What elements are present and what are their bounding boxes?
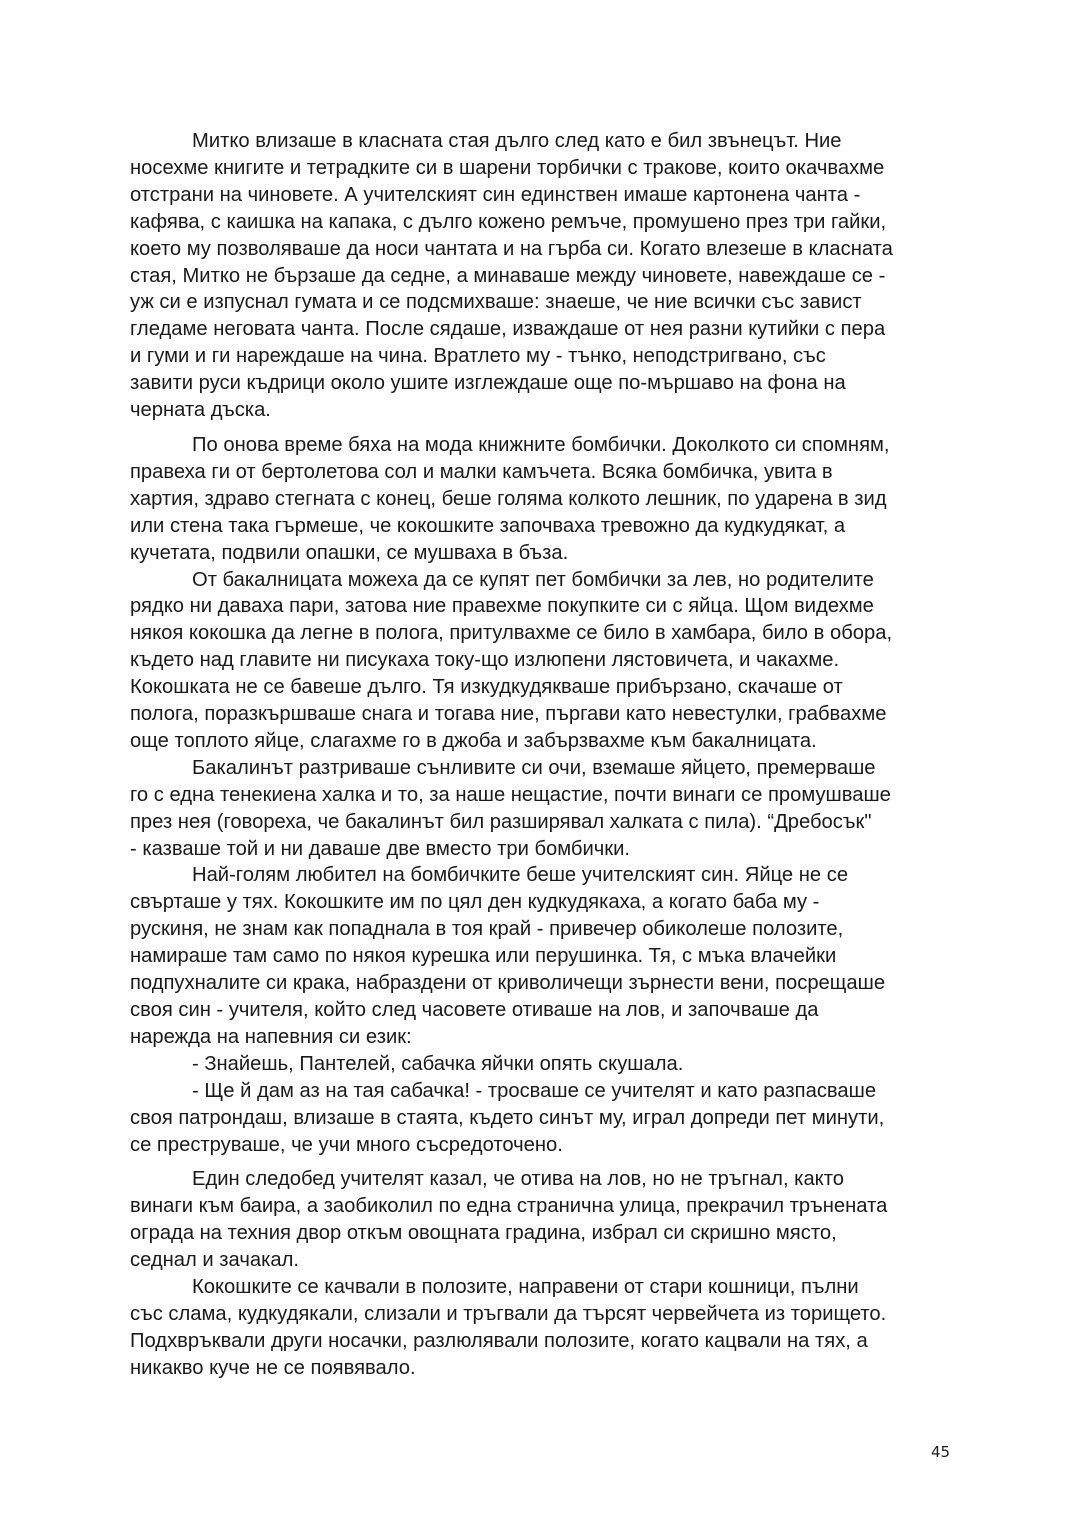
text-line: От бакалницата можеха да се купят пет бомбички за лев, но родителите	[192, 568, 874, 591]
paragraph-1	[130, 128, 960, 424]
text-line: свърташе у тях. Кокошките им по цял ден кудкудякаха, а когато баба му -	[130, 891, 820, 914]
paragraph-5	[130, 862, 960, 1050]
text-line: своя син - учителя, който след часовете отиваше на лов, и започваше да	[130, 999, 819, 1021]
paragraph-3	[130, 567, 960, 755]
text-line: - Ще й дам аз на тая сабачка! - тросваше се учителят и като разпасваше	[192, 1079, 877, 1102]
text-line: носехме книгите и тетрадките си в шарени торбички с тракове, които окачвахме	[130, 156, 885, 179]
text-line: което му позволяваше да носи чантата и на гърба си. Когато влезеше в класната	[130, 237, 893, 260]
paragraph-7	[130, 1078, 960, 1159]
text-line: По онова време бяха на мода книжните бомбички. Доколкото си спомням,	[192, 433, 890, 456]
text-line: Кокошката не се бавеше дълго. Тя изкудкудякваше прибързано, скачаше от	[130, 676, 843, 699]
text-line: го с една тенекиена халка и то, за наше нещастие, почти винаги се промушваше	[130, 783, 891, 806]
text-line: Бакалинът разтриваше сънливите си очи, вземаше яйцето, премерваше	[192, 756, 876, 779]
text-line: - Знайешь, Пантелей, сабачка яйчки опять скушала.	[192, 1052, 684, 1075]
text-line: през нея (говореха, че бакалинът бил разширявал халката с пила). “Дребосък"	[130, 810, 872, 833]
text-line: или стена така гърмеше, че кокошките започваха тревожно да кудкудякат, а	[130, 514, 846, 537]
text-line: кафява, с каишка на капака, с дълго кожено ремъче, промушено през три гайки,	[130, 210, 887, 233]
text-line: се преструваше, че учи много съсредоточено.	[130, 1133, 563, 1156]
paragraph-4	[130, 755, 960, 863]
paragraph-8	[130, 1166, 960, 1274]
text-line: Подхвръквали други носачки, разлюлявали полозите, когато кацвали на тях, а	[130, 1329, 868, 1352]
text-line: Кокошките се качвали в полозите, направени от стари кошници, пълни	[192, 1276, 859, 1299]
body-text	[130, 128, 960, 1382]
text-line: хартия, здраво стегната с конец, беше голяма колкото лешник, по ударена в зид	[130, 487, 887, 510]
text-line: черната дъска.	[130, 399, 271, 422]
text-line: където над главите ни писукаха току-що излюпени лястовичета, и чакахме.	[130, 649, 840, 672]
page-number: 45	[931, 1443, 951, 1461]
text-line: своя патрондаш, влизаше в стаята, където синът му, играл допреди пет минути,	[130, 1106, 885, 1129]
text-line: рядко ни даваха пари, затова ние правехме покупките си с яйца. Щом видехме	[130, 595, 874, 618]
text-line: рускиня, не знам как попаднала в тоя край - привечер обиколеше полозите,	[130, 918, 844, 941]
text-line: Най-голям любител на бомбичките беше учителският син. Яйце не се	[192, 864, 849, 887]
text-line: някоя кокошка да легне в полога, притулвахме се било в хамбара, било в обора,	[130, 622, 893, 645]
text-line: никакво куче не се появявало.	[130, 1356, 416, 1379]
text-line: нарежда на напевния си език:	[130, 1025, 412, 1048]
text-line: Митко влизаше в класната стая дълго след като е бил звънецът. Ние	[192, 130, 842, 152]
text-line: стая, Митко не бързаше да седне, а минаваше между чиновете, навеждаше се -	[130, 264, 886, 287]
text-line: и гуми и ги нареждаше на чина. Вратлето му - тънко, неподстригвано, със	[130, 345, 826, 368]
text-line: седнал и зачакал.	[130, 1249, 299, 1272]
paragraph-9	[130, 1274, 960, 1382]
text-line: със слама, кудкудякали, слизали и тръгвали да търсят червейчета из торището.	[130, 1302, 887, 1325]
paragraph-6	[130, 1051, 960, 1078]
text-line: гледаме неговата чанта. После сядаше, изваждаше от нея разни кутийки с пера	[130, 318, 886, 341]
paragraph-2	[130, 432, 960, 567]
text-line: ограда на техния двор откъм овощната градина, избрал си скришно място,	[130, 1222, 837, 1245]
text-line: отстрани на чиновете. А учителският син единствен имаше картонена чанта -	[130, 183, 861, 206]
text-line: Един следобед учителят казал, че отива на лов, но не тръгнал, както	[192, 1168, 844, 1191]
text-line: - казваше той и ни даваше две вместо три бомбички.	[130, 837, 630, 860]
text-line: полога, поразкършваше снага и тогава ние, пъргави като невестулки, грабвахме	[130, 703, 887, 726]
text-line: още топлото яйце, слагахме го в джоба и забързвахме към бакалницата.	[130, 729, 817, 752]
text-line: подпухналите си крака, набраздени от криволичещи зърнести вени, посрещаше	[130, 972, 886, 995]
text-line: правеха ги от бертолетова сол и малки камъчета. Всяка бомбичка, увита в	[130, 460, 833, 483]
text-line: намираше там само по някоя курешка или перушинка. Тя, с мъка влачейки	[130, 945, 837, 968]
text-line: кучетата, подвили опашки, се мушваха в бъза.	[130, 541, 569, 564]
text-line: винаги към баира, а заобиколил по една странична улица, прекрачил трънената	[130, 1195, 888, 1218]
text-line: завити руси къдрици около ушите изглеждаше още по-мършаво на фона на	[130, 372, 846, 395]
text-line: уж си е изпуснал гумата и се подсмихваше: знаеше, че ние всички със завист	[130, 291, 862, 314]
